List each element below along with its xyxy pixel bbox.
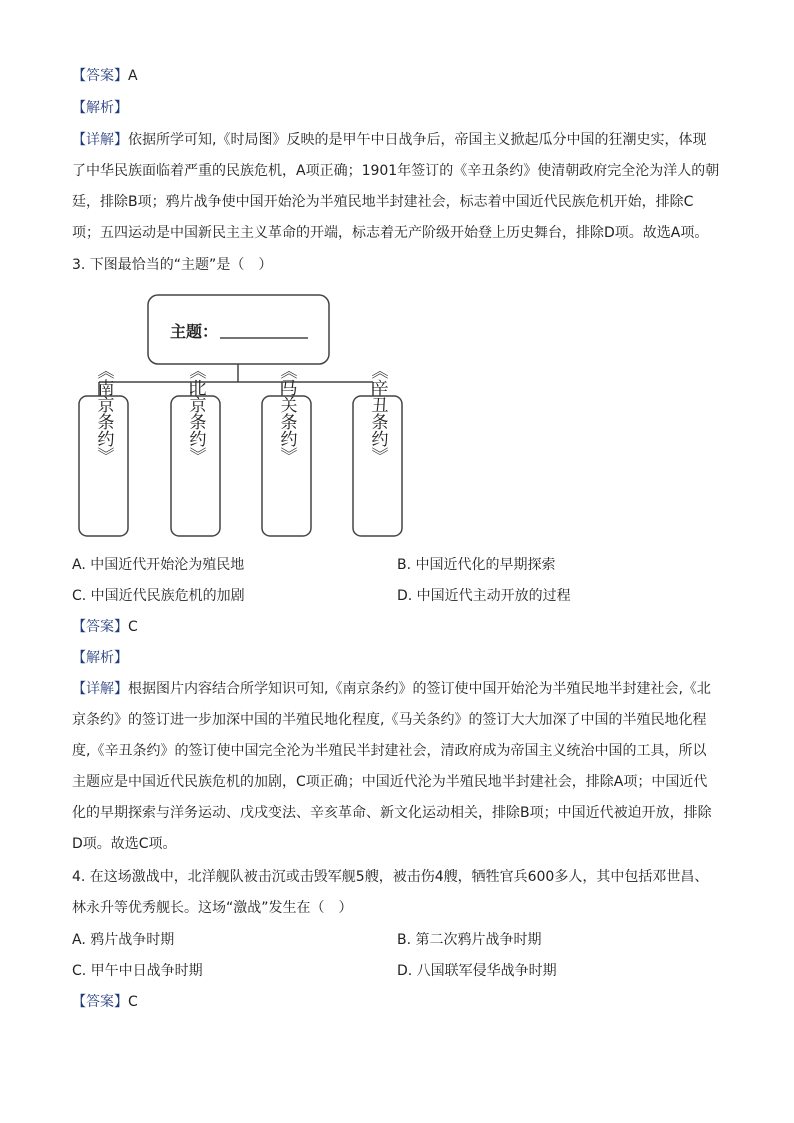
- q2-detail-line-1: [72, 130, 706, 150]
- theme-diagram: [78, 293, 408, 541]
- q4-option-a: A. 鸦片战争时期: [72, 932, 175, 948]
- q3-detail-line-4: 主题应是中国近代民族危机的加剧，C项正确；中国近代沦为半殖民地半封建社会，排除A项；中国近代: [72, 774, 708, 790]
- q3-detail-line-3: 度,《辛丑条约》的签订使中国完全沦为半殖民半封建社会，清政府成为帝国主义统治中国的工具，所以: [72, 743, 707, 759]
- answer-tag: 【答案】: [72, 994, 128, 1010]
- q3-detail-line-6: D项。故选C项。: [72, 836, 177, 852]
- q3-detail-line-1: [72, 679, 711, 699]
- answer-value: C: [128, 994, 138, 1010]
- q2-answer-line: [72, 66, 138, 86]
- answer-value: A: [128, 68, 138, 84]
- q4-option-d: D. 八国联军侵华战争时期: [397, 963, 557, 979]
- q4-option-c: C. 甲午中日战争时期: [72, 963, 203, 979]
- detail-text: 根据图片内容结合所学知识可知,《南京条约》的签订使中国开始沦为半殖民地半封建社会,《北: [128, 681, 711, 697]
- q3-detail-line-2: 京条约》的签订进一步加深中国的半殖民地化程度,《马关条约》的签订大大加深了中国的半殖民地化程: [72, 712, 707, 728]
- detail-tag: 【详解】: [72, 681, 128, 697]
- q3-detail-line-5: 化的早期探索与洋务运动、戊戌变法、辛亥革命、新文化运动相关，排除B项；中国近代被迫开放，排除: [72, 805, 712, 821]
- detail-tag: 【详解】: [72, 132, 128, 148]
- treaty-label-3: 《马关条约》: [276, 362, 297, 464]
- q3-option-a: A. 中国近代开始沦为殖民地: [72, 557, 245, 573]
- q2-detail-line-2: 了中华民族面临着严重的民族危机，A项正确；1901年签订的《辛丑条约》使清朝政府完全沦为洋人的朝: [72, 163, 720, 179]
- treaty-label-2: 《北京条约》: [185, 362, 206, 464]
- q3-stem: 3. 下图最恰当的“主题”是（ ）: [72, 257, 273, 273]
- q2-detail-line-3: 廷，排除B项；鸦片战争使中国开始沦为半殖民地半封建社会，标志着中国近代民族危机开始，排除C: [72, 194, 694, 210]
- answer-tag: 【答案】: [72, 619, 128, 635]
- detail-text: 依据所学可知,《时局图》反映的是甲午中日战争后，帝国主义掀起瓜分中国的狂潮史实，体现: [128, 132, 707, 148]
- q4-stem-line-2: 林永升等优秀舰长。这场“激战”发生在（ ）: [72, 900, 353, 916]
- theme-label: 主题：: [170, 322, 219, 341]
- answer-value: C: [128, 619, 138, 635]
- q4-option-b: B. 第二次鸦片战争时期: [397, 932, 542, 948]
- answer-tag: 【答案】: [72, 68, 128, 84]
- treaty-label-1: 《南京条约》: [93, 362, 114, 464]
- q2-analysis-tag: 【解析】: [72, 100, 128, 116]
- q4-answer-line: [72, 992, 138, 1012]
- q3-option-c: C. 中国近代民族危机的加剧: [72, 588, 245, 604]
- q2-detail-line-4: 项；五四运动是中国新民主主义革命的开端，标志着无产阶级开始登上历史舞台，排除D项。故选A项。: [72, 225, 709, 241]
- q3-analysis-tag: 【解析】: [72, 650, 128, 666]
- q3-option-b: B. 中国近代化的早期探索: [397, 557, 556, 573]
- q4-stem-line-1: 4. 在这场激战中，北洋舰队被击沉或击毁军舰5艘，被击伤4艘，牺牲官兵600多人，其中包括邓世昌、: [72, 869, 709, 885]
- q3-answer-line: [72, 617, 138, 637]
- treaty-label-4: 《辛丑条约》: [367, 362, 388, 464]
- q3-option-d: D. 中国近代主动开放的过程: [397, 588, 571, 604]
